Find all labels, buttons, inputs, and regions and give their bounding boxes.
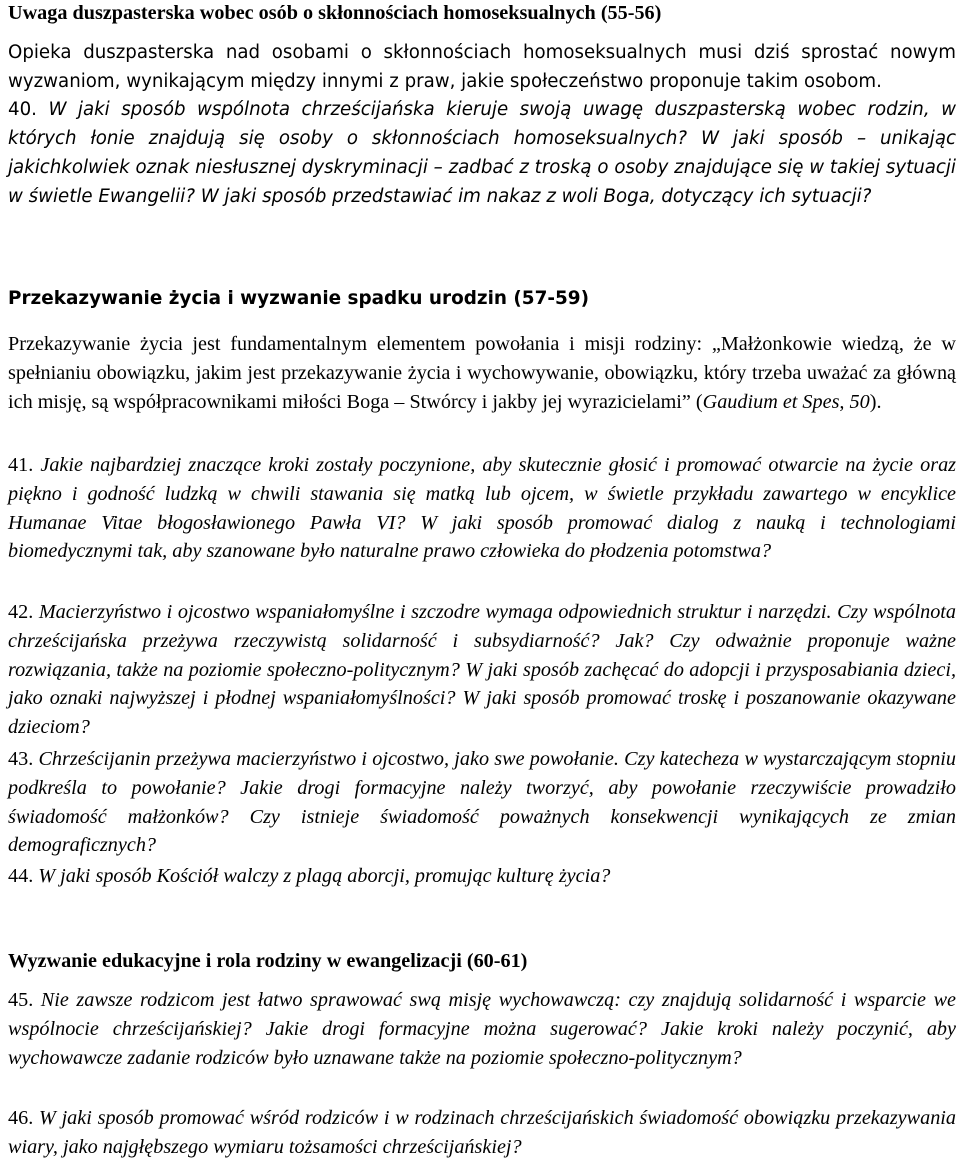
question-41 [8, 451, 956, 566]
question-text: Nie zawsze rodzicom jest łatwo sprawować swą misję wychowawczą: czy znajdują solidarność i wsparcie we wspólnocie chrześcijańskiej? Jakie drogi formacyjne można sugerować? Jakie kroki należy poczynić, aby wychowawcze zadanie rodziców było uznawane także na poziomie społeczno-politycznym? [8, 989, 956, 1069]
question-number: 44. [8, 865, 34, 887]
citation: Gaudium et Spes, 50 [702, 390, 870, 413]
question-number: 40. [8, 99, 37, 120]
question-text: Chrześcijanin przeżywa macierzyństwo i ojcostwo, jako swe powołanie. Czy katecheza w wystarczającym stopniu podkreśla to powołanie? Jakie drogi formacyjne należy tworzyć, aby powołanie rzeczywiście prowadziło świadomość małżonków? Czy istnieje świadomość poważnych konsekwencji wynikających ze zmian demograficznych? [8, 748, 957, 857]
question-40 [8, 95, 956, 211]
question-44 [8, 862, 956, 891]
question-42 [8, 598, 956, 742]
question-text: W jaki sposób promować wśród rodziców i w rodzinach chrześcijańskich świadomość obowiązku przekazywania wiary, jako najgłębszego wymiaru tożsamości chrześcijańskiej? [8, 1107, 956, 1158]
question-number: 41. [8, 454, 34, 476]
section-intro-transmission-of-life [8, 330, 956, 416]
section-heading-pastoral-care: Uwaga duszpasterska wobec osób o skłonnościach homoseksualnych (55-56) [8, 2, 662, 24]
question-text: W jaki sposób Kościół walczy z plagą aborcji, promując kulturę życia? [38, 865, 611, 887]
question-text: W jaki sposób wspólnota chrześcijańska kieruje swoją uwagę duszpasterską wobec rodzin, w których łonie znajdują się osoby o skłonnościach homoseksualnych? W jaki sposób – unikając jakichkolwiek oznak niesłusznej dyskryminacji – zadbać z troską o osoby znajdujące się w takiej sytuacji w świetle Ewangelii? W jaki sposób przedstawiać im nakaz z woli Boga, dotyczący ich sytuacji? [8, 99, 956, 207]
question-text: Jakie najbardziej znaczące kroki zostały poczynione, aby skutecznie głosić i promować otwarcie na życie oraz piękno i godność ludzką w chwili stawania się matką lub ojcem, w świetle przykładu zawartego w encyklice Humanae Vitae błogosławionego Pawła VI? W jaki sposób promować dialog z nauką i technologiami biomedycznymi tak, aby szanowane było naturalne prawo człowieka do płodzenia potomstwa? [8, 454, 957, 563]
intro-text: Przekazywanie życia jest fundamentalnym elementem powołania i misji rodziny: „Małżonkowie wiedzą, że w spełnianiu obowiązku, jakim jest przekazywanie życia i wychowywanie, obowiązku, który trzeba uważać za główną ich misję, są współpracownikami miłości Boga – Stwórcy i jakby jej wyrazicielami” ( [8, 333, 956, 413]
question-43 [8, 745, 956, 860]
question-number: 46. [8, 1107, 34, 1129]
question-number: 42. [8, 601, 34, 623]
question-number: 45. [8, 989, 34, 1011]
section-intro-pastoral-care: Opieka duszpasterska nad osobami o skłonnościach homoseksualnych musi dziś sprostać nowym wyzwaniom, wynikającym między innymi z praw, jakie społeczeństwo proponuje takim osobom. [8, 42, 956, 92]
question-45 [8, 986, 956, 1072]
question-text: Macierzyństwo i ojcostwo wspaniałomyślne i szczodre wymaga odpowiednich struktur i narzędzi. Czy wspólnota chrześcijańska przeżywa rzeczywistą solidarność i subsydiarność? Jak? Czy odważnie proponuje ważne rozwiązania, także na poziomie społeczno-politycznym? W jaki sposób zachęcać do adopcji i przysposabiania dzieci, jako oznaki najwyższej i płodnej wspaniałomyślności? W jaki sposób promować troskę i poszanowanie okazywane dzieciom? [8, 601, 956, 739]
section-heading-transmission-of-life: Przekazywanie życia i wyzwanie spadku urodzin (57-59) [8, 288, 590, 309]
question-46 [8, 1104, 956, 1162]
question-number: 43. [8, 748, 34, 770]
intro-text-end: ). [869, 390, 882, 413]
section-heading-education: Wyzwanie edukacyjne i rola rodziny w ewangelizacji (60-61) [8, 950, 528, 972]
